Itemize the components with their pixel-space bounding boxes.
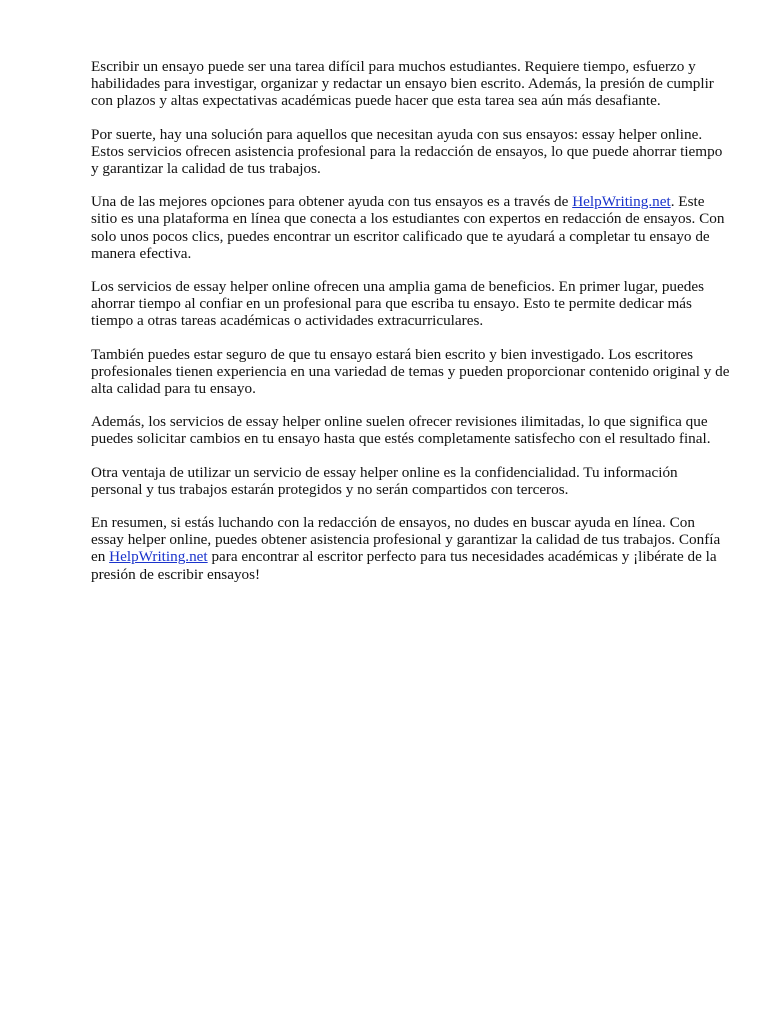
helpwriting-link[interactable]: HelpWriting.net [572,193,671,211]
paragraph-revisions: Además, los servicios de essay helper online suelen ofrecer revisiones ilimitadas, lo que significa que puedes solicitar cambios en tu ensayo hasta que estés completamente satisfecho con el resultado final. [91,413,711,448]
paragraph-helpwriting [91,193,731,262]
paragraph-text: para encontrar al escritor perfecto para tus necesidades académicas y ¡libérate de la presión de escribir ensayos! [91,548,717,583]
paragraph-quality: También puedes estar seguro de que tu ensayo estará bien escrito y bien investigado. Los escritores profesionales tienen experiencia en una variedad de temas y pueden proporcionar contenido original y de alta calidad para tu ensayo. [91,345,730,398]
paragraph-text: . Este sitio es una plataforma en línea que conecta a los estudiantes con expertos en redacción de ensayos. Con solo unos pocos clics, puedes encontrar un escritor calificado que te ayudará a completar tu ensayo de manera efectiva. [91,193,725,262]
paragraph-solution: Por suerte, hay una solución para aquellos que necesitan ayuda con sus ensayos: essay helper online. Estos servicios ofrecen asistencia profesional para la redacción de ensayos, lo que puede ahorrar tiempo y garantizar la calidad de tus trabajos. [91,125,723,178]
paragraph-text: Una de las mejores opciones para obtener ayuda con tus ensayos es a través de [91,193,573,211]
paragraph-summary [91,514,731,583]
paragraph-benefits: Los servicios de essay helper online ofrecen una amplia gama de beneficios. En primer lugar, puedes ahorrar tiempo al confiar en un profesional para que escriba tu ensayo. Esto te permite dedicar más tiempo a otras tareas académicas o actividades extracurriculares. [91,278,704,330]
paragraph-intro: Escribir un ensayo puede ser una tarea difícil para muchos estudiantes. Requiere tiempo, esfuerzo y habilidades para investigar, organizar y redactar un ensayo bien escrito. Además, la presión de cumplir con plazos y altas expectativas académicas puede hacer que esta tarea sea aún más desafiante. [91,58,714,110]
helpwriting-link[interactable]: HelpWriting.net [109,548,208,566]
paragraph-text: En resumen, si estás luchando con la redacción de ensayos, no dudes en buscar ayuda en línea. Con essay helper online, puedes obtener asistencia profesional y garantizar la calidad de tus trabajos. Confía en [91,514,721,566]
paragraph-confidentiality: Otra ventaja de utilizar un servicio de essay helper online es la confidencialidad. Tu información personal y tus trabajos estarán protegidos y no serán compartidos con terceros. [91,463,678,498]
document-body [91,58,731,599]
